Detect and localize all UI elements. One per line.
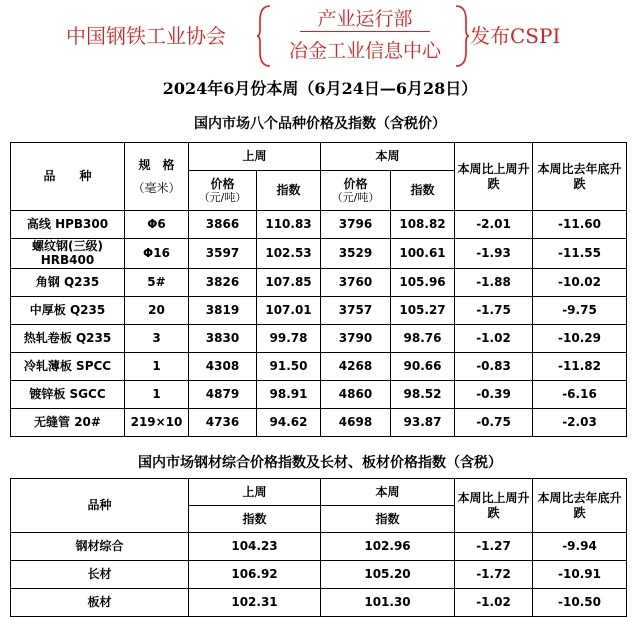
index-value: 100.61 — [391, 239, 455, 269]
spec-value: 5# — [125, 268, 189, 296]
price-value: 3796 — [321, 211, 391, 239]
report-header — [0, 0, 640, 72]
index-value: 108.82 — [391, 211, 455, 239]
prev-index-value: 99.78 — [257, 324, 321, 352]
wow-change-value: -1.02 — [455, 589, 533, 617]
variety-name: 冷轧薄板 SPCC — [11, 352, 125, 380]
spec-value: 1 — [125, 380, 189, 408]
price-value: 3790 — [321, 324, 391, 352]
wow-change-value: -1.02 — [455, 324, 533, 352]
header-right-text: 发布CSPI — [470, 24, 561, 48]
t2-sub-header-prev-index: 指数 — [189, 506, 321, 533]
t2-header-this-week: 本周 — [321, 479, 455, 506]
spec-unit: （毫米） — [132, 180, 181, 195]
sub-header-price — [321, 171, 391, 211]
variety-name: 长材 — [11, 561, 189, 589]
variety-name: 高线 HPB300 — [11, 211, 125, 239]
wow-change-value: -0.39 — [455, 380, 533, 408]
variety-name: 无缝管 20# — [11, 408, 125, 436]
header-left-text: 中国钢铁工业协会 — [66, 24, 226, 48]
index-value: 105.96 — [391, 268, 455, 296]
index-value: 102.96 — [321, 533, 455, 561]
prev-index-value: 102.53 — [257, 239, 321, 269]
prev-price-value: 3866 — [189, 211, 257, 239]
table-row — [11, 533, 627, 561]
ytd-change-value: -11.55 — [533, 239, 627, 269]
ytd-change-value: -10.29 — [533, 324, 627, 352]
wow-change-value: -0.75 — [455, 408, 533, 436]
prev-price-value: 3597 — [189, 239, 257, 269]
prev-index-value: 94.62 — [257, 408, 321, 436]
variety-name: 板材 — [11, 589, 189, 617]
table2-body — [11, 533, 627, 617]
price-value: 3529 — [321, 239, 391, 269]
price-value: 3757 — [321, 296, 391, 324]
ytd-change-value: -10.50 — [533, 589, 627, 617]
prev-index-value: 110.83 — [257, 211, 321, 239]
price-label: 价格 — [343, 176, 368, 191]
variety-name: 钢材综合 — [11, 533, 189, 561]
table-row — [11, 211, 627, 239]
header-divider — [300, 31, 430, 32]
t2-header-ytd: 本周比去年底升跌 — [533, 479, 627, 533]
variety-name: 热轧卷板 Q235 — [11, 324, 125, 352]
prev-price-value: 3830 — [189, 324, 257, 352]
col-header-spec — [125, 143, 189, 211]
header-middle-bottom: 冶金工业信息中心 — [288, 40, 441, 62]
spec-value: Φ16 — [125, 239, 189, 269]
t2-header-variety: 品种 — [11, 479, 189, 533]
prev-price-value: 3819 — [189, 296, 257, 324]
price-unit: （元/吨） — [198, 191, 247, 205]
price-unit: （元/吨） — [331, 191, 380, 205]
composite-index-table — [10, 478, 627, 617]
table-row — [11, 296, 627, 324]
wow-change-value: -1.27 — [455, 533, 533, 561]
ytd-change-value: -10.02 — [533, 268, 627, 296]
wow-change-value: -1.72 — [455, 561, 533, 589]
right-brace-icon — [454, 4, 470, 68]
prev-index-value: 107.85 — [257, 268, 321, 296]
sub-header-prev-index: 指数 — [257, 171, 321, 211]
col-header-last-week: 上周 — [189, 143, 321, 171]
col-header-ytd: 本周比去年底升跌 — [533, 143, 627, 211]
col-header-wow: 本周比上周升跌 — [455, 143, 533, 211]
wow-change-value: -0.83 — [455, 352, 533, 380]
variety-name: 螺纹钢(三级) HRB400 — [11, 239, 125, 269]
index-value: 98.76 — [391, 324, 455, 352]
spec-label: 规 格 — [138, 158, 175, 173]
sub-header-prev-price — [189, 171, 257, 211]
variety-name: 中厚板 Q235 — [11, 296, 125, 324]
col-header-variety: 品 种 — [11, 143, 125, 211]
table1-body — [11, 211, 627, 437]
table-row — [11, 589, 627, 617]
eight-varieties-table — [10, 142, 627, 437]
prev-index-value: 106.92 — [189, 561, 321, 589]
index-value: 101.30 — [321, 589, 455, 617]
prev-index-value: 98.91 — [257, 380, 321, 408]
t2-header-wow: 本周比上周升跌 — [455, 479, 533, 533]
t2-sub-header-index: 指数 — [321, 506, 455, 533]
prev-price-value: 4308 — [189, 352, 257, 380]
left-brace-icon — [256, 4, 272, 68]
wow-change-value: -2.01 — [455, 211, 533, 239]
price-value: 3760 — [321, 268, 391, 296]
table-row — [11, 239, 627, 269]
spec-value: Φ6 — [125, 211, 189, 239]
table-row — [11, 352, 627, 380]
table1-title: 国内市场八个品种价格及指数（含税价） — [194, 116, 446, 132]
table-row — [11, 408, 627, 436]
variety-name: 角钢 Q235 — [11, 268, 125, 296]
spec-value: 1 — [125, 352, 189, 380]
wow-change-value: -1.75 — [455, 296, 533, 324]
report-period: 2024年6月份本周（6月24日—6月28日） — [162, 79, 478, 98]
prev-index-value: 107.01 — [257, 296, 321, 324]
prev-index-value: 104.23 — [189, 533, 321, 561]
col-header-this-week: 本周 — [321, 143, 455, 171]
table-row — [11, 561, 627, 589]
ytd-change-value: -2.03 — [533, 408, 627, 436]
prev-price-value: 4736 — [189, 408, 257, 436]
ytd-change-value: -10.91 — [533, 561, 627, 589]
table-row — [11, 324, 627, 352]
spec-value: 20 — [125, 296, 189, 324]
wow-change-value: -1.88 — [455, 268, 533, 296]
prev-price-value: 3826 — [189, 268, 257, 296]
table2-title: 国内市场钢材综合价格指数及长材、板材价格指数（含税） — [138, 455, 502, 471]
spec-value: 3 — [125, 324, 189, 352]
t2-header-last-week: 上周 — [189, 479, 321, 506]
prev-price-value: 4879 — [189, 380, 257, 408]
prev-index-value: 102.31 — [189, 589, 321, 617]
prev-index-value: 91.50 — [257, 352, 321, 380]
table-row — [11, 380, 627, 408]
index-value: 93.87 — [391, 408, 455, 436]
price-value: 4268 — [321, 352, 391, 380]
ytd-change-value: -9.94 — [533, 533, 627, 561]
price-value: 4698 — [321, 408, 391, 436]
ytd-change-value: -11.82 — [533, 352, 627, 380]
table-row — [11, 268, 627, 296]
sub-header-index: 指数 — [391, 171, 455, 211]
price-value: 4860 — [321, 380, 391, 408]
ytd-change-value: -11.60 — [533, 211, 627, 239]
index-value: 105.27 — [391, 296, 455, 324]
wow-change-value: -1.93 — [455, 239, 533, 269]
variety-name: 镀锌板 SGCC — [11, 380, 125, 408]
price-label: 价格 — [210, 176, 235, 191]
ytd-change-value: -9.75 — [533, 296, 627, 324]
header-middle-top: 产业运行部 — [317, 8, 413, 30]
ytd-change-value: -6.16 — [533, 380, 627, 408]
index-value: 105.20 — [321, 561, 455, 589]
index-value: 90.66 — [391, 352, 455, 380]
index-value: 98.52 — [391, 380, 455, 408]
spec-value: 219×10 — [125, 408, 189, 436]
